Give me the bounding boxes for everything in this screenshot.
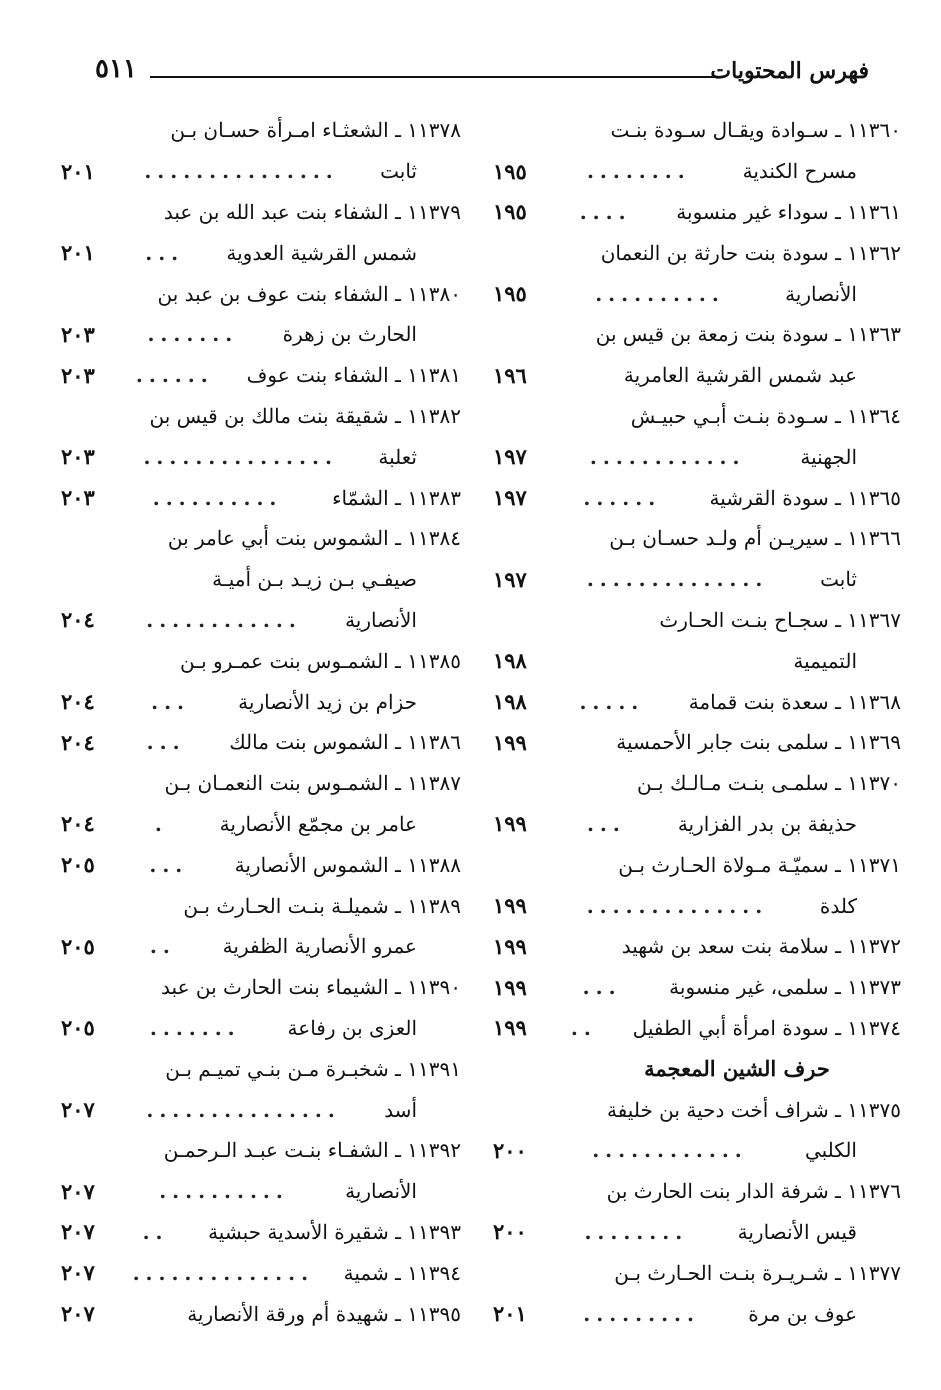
toc-entry: [61, 151, 461, 192]
leader-dots: ..............: [586, 567, 769, 592]
toc-entry: [61, 967, 461, 1008]
leader-dots: ..........: [152, 485, 283, 510]
toc-entry: [493, 1212, 901, 1253]
entry-page-number: ١٩٨: [493, 648, 527, 674]
entry-text: ١١٣٨٠ ـ الشفاء بنت عوف بن عبد بن: [157, 281, 461, 306]
toc-entry: [493, 600, 901, 641]
toc-entry: [61, 844, 461, 885]
entry-text: ١١٣٨١ ـ الشفاء بنت عوف: [246, 363, 461, 388]
leader-dots: ............: [589, 444, 746, 469]
toc-entry: [61, 396, 461, 437]
toc-entry: [61, 518, 461, 559]
entry-page-number: ١٩٥: [493, 199, 527, 225]
entry-text: ١١٣٩٣ ـ شقيرة الأسدية حبشية: [208, 1219, 461, 1244]
entry-text: ١١٣٨٤ ـ الشموس بنت أبي عامر بن: [167, 526, 461, 551]
toc-entry: [493, 1008, 901, 1049]
toc-entry: [493, 192, 901, 233]
leader-dots: ...: [149, 852, 189, 877]
entry-text: ١١٣٦٤ ـ سـودة بنـت أبـي حبيـش: [630, 403, 901, 428]
entry-page-number: ١٩٧: [493, 444, 527, 470]
toc-entry: [493, 722, 901, 763]
entry-page-number: ٢٠٧: [61, 1260, 95, 1286]
entry-page-number: ٢٠٥: [61, 933, 95, 959]
entry-text: ١١٣٦٥ ـ سودة القرشية: [709, 485, 901, 510]
toc-entry: [493, 1293, 901, 1334]
entry-page-number: ٢٠٤: [61, 689, 95, 715]
leader-dots: ......: [583, 485, 662, 510]
entry-page-number: ١٩٧: [493, 566, 527, 592]
leader-dots: ...............: [146, 1097, 341, 1122]
entry-text: عوف بن مرة: [748, 1301, 857, 1326]
toc-entry: [61, 192, 461, 233]
leader-dots: ..........: [595, 281, 725, 306]
page-header: [0, 0, 941, 100]
entry-text: ثابت: [820, 567, 857, 592]
entry-text: ١١٣٦١ ـ سوداء غير منسوبة: [676, 199, 901, 224]
entry-page-number: ٢٠٧: [61, 1301, 95, 1326]
toc-entry: [493, 518, 901, 559]
entry-text: ثعلبة: [378, 444, 417, 469]
entry-page-number: ١٩٨: [493, 689, 527, 715]
entry-text: حرف الشين المعجمة: [644, 1056, 830, 1082]
toc-entry: [493, 436, 901, 477]
toc-entry: [61, 110, 461, 151]
toc-entry: [61, 477, 461, 518]
entry-text: ١١٣٨٣ ـ الشمّاء: [332, 485, 461, 510]
toc-entry: [493, 926, 901, 967]
toc-entry: [61, 314, 461, 355]
page-number: ٥١١: [95, 54, 137, 84]
leader-dots: ........: [586, 159, 691, 184]
entry-text: ١١٣٧٠ ـ سلمـى بنـت مـالـك بـن: [636, 771, 901, 796]
entry-text: ١١٣٦٧ ـ سجـاح بنـت الحـارث: [659, 607, 901, 632]
entry-text: ١١٣٨٢ ـ شقيقة بنت مالك بن قيس بن: [149, 403, 461, 428]
entry-page-number: ١٩٩: [493, 893, 527, 919]
toc-entry: [61, 1089, 461, 1130]
entry-page-number: ١٩٩: [493, 1015, 527, 1041]
toc-entry: [61, 1252, 461, 1293]
entry-text: ١١٣٨٨ ـ الشموس الأنصارية: [234, 852, 461, 877]
entry-text: ١١٣٧٢ ـ سلامة بنت سعد بن شهيد: [621, 934, 901, 959]
toc-entry: [61, 559, 461, 600]
toc-entry: [61, 1130, 461, 1171]
entry-page-number: ٢٠٤: [61, 607, 95, 633]
toc-entry: [493, 110, 901, 151]
leader-dots: .....: [579, 689, 645, 714]
entry-page-number: ١٩٩: [493, 974, 527, 1000]
toc-entry: [61, 1048, 461, 1089]
entry-text: ١١٣٧٦ ـ شرفة الدار بنت الحارث بن: [606, 1179, 901, 1204]
leader-dots: ..........: [159, 1179, 289, 1204]
entry-page-number: ٢٠٧: [61, 1097, 95, 1123]
entry-page-number: ١٩٥: [493, 158, 527, 184]
toc-entry: [61, 681, 461, 722]
entry-page-number: ٢٠٣: [61, 362, 95, 388]
entry-text: ١١٣٦٠ ـ سـوادة ويقـال سـودة بنـت: [610, 118, 901, 143]
toc-entry: [61, 763, 461, 804]
toc-entry: [61, 804, 461, 845]
entry-page-number: ١٩٩: [493, 933, 527, 959]
leader-dots: .......: [147, 322, 239, 347]
entry-text: ١١٣٩٤ ـ شمية: [343, 1260, 461, 1285]
entry-page-number: ٢٠١: [493, 1301, 527, 1326]
entry-page-number: ٢٠٣: [61, 321, 95, 347]
toc-entry: [61, 885, 461, 926]
entry-text: ١١٣٩١ ـ شخبـرة مـن بنـي تميـم بـن: [165, 1056, 461, 1081]
left-column: [61, 110, 461, 1334]
entry-text: ١١٣٨٩ ـ شميلـة بنـت الحـارث بـن: [183, 893, 461, 918]
toc-entry: [61, 1293, 461, 1334]
toc-entry: [493, 763, 901, 804]
header-rule: [150, 76, 716, 78]
toc-entry: [493, 1130, 901, 1171]
entry-text: ١١٣٦٩ ـ سلمى بنت جابر الأحمسية: [616, 730, 901, 755]
entry-text: الأنصارية: [785, 281, 857, 306]
entry-text: ١١٣٨٥ ـ الشمـوس بنت عمـرو بـن: [180, 648, 461, 673]
toc-entry: [61, 926, 461, 967]
toc-entry: [493, 1252, 901, 1293]
toc-entry: [61, 273, 461, 314]
entry-page-number: ٢٠٠: [493, 1219, 527, 1245]
toc-entry: [493, 681, 901, 722]
right-column: [493, 110, 901, 1334]
entry-text: ١١٣٧٩ ـ الشفاء بنت عبد الله بن عبد: [163, 199, 461, 224]
leader-dots: .........: [583, 1301, 700, 1326]
toc-entry: [493, 967, 901, 1008]
entry-page-number: ٢٠١: [61, 158, 95, 184]
entry-text: التميمية: [793, 648, 857, 673]
entry-text: مسرح الكندية: [742, 159, 857, 184]
toc-entry: [493, 355, 901, 396]
entry-page-number: ٢٠٥: [61, 1015, 95, 1041]
leader-dots: ............: [146, 607, 302, 632]
toc-entry: [493, 1171, 901, 1212]
entry-page-number: ٢٠٧: [61, 1178, 95, 1204]
toc-entry: [493, 232, 901, 273]
entry-page-number: ١٩٧: [493, 485, 527, 511]
toc-entry: [61, 640, 461, 681]
entry-text: الجهنية: [800, 444, 857, 469]
leader-dots: ....: [579, 199, 632, 224]
toc-entry: [493, 273, 901, 314]
entry-text: ١١٣٩٥ ـ شهيدة أم ورقة الأنصارية: [187, 1301, 461, 1326]
page-title: فهرس المحتويات: [710, 58, 869, 84]
leader-dots: ...............: [143, 444, 338, 469]
entry-text: ١١٣٧٤ ـ سودة امرأة أبي الطفيل: [632, 1015, 901, 1040]
entry-page-number: ١٩٦: [493, 362, 527, 388]
entry-page-number: ٢٠٣: [61, 485, 95, 511]
entry-page-number: ٢٠٤: [61, 811, 95, 837]
entry-text: ١١٣٧١ ـ سميّـة مـولاة الحـارث بـن: [618, 852, 901, 877]
toc-entry: [61, 1171, 461, 1212]
leader-dots: ..: [570, 1015, 597, 1040]
leader-dots: .......: [149, 1015, 241, 1040]
entry-page-number: ١٩٩: [493, 811, 527, 837]
leader-dots: ..: [142, 1219, 169, 1244]
entry-text: ١١٣٩٢ ـ الشفـاء بنـت عبـد الـرحمـن: [163, 1138, 461, 1163]
entry-text: ١١٣٧٣ ـ سلمى، غير منسوبة: [669, 975, 901, 1000]
entry-page-number: ٢٠٧: [61, 1219, 95, 1245]
entry-page-number: ١٩٥: [493, 281, 527, 307]
leader-dots: ............: [592, 1138, 748, 1163]
toc-entry: [61, 355, 461, 396]
toc-entry: [61, 436, 461, 477]
entry-text: ١١٣٦٦ ـ سيريـن أم ولـد حسـان بـن: [609, 526, 901, 551]
entry-text: شمس القرشية العدوية: [226, 240, 417, 265]
entry-text: العزى بن رفاعة: [287, 1015, 417, 1040]
entry-text: عمرو الأنصارية الظفرية: [222, 934, 417, 959]
entry-text: ثابت: [380, 159, 417, 184]
entry-text: ١١٣٧٥ ـ شراف أخت دحية بن خليفة: [606, 1097, 901, 1122]
entry-text: ١١٣٨٦ ـ الشموس بنت مالك: [229, 730, 461, 755]
leader-dots: .: [154, 811, 168, 836]
entry-text: عامر بن مجمّع الأنصارية: [219, 811, 417, 836]
entry-text: الكلبي: [804, 1138, 857, 1163]
toc-entry: [493, 396, 901, 437]
entry-text: ١١٣٧٨ ـ الشعثـاء امـرأة حسـان بـن: [170, 118, 461, 143]
toc-entry: [493, 314, 901, 355]
entry-page-number: ٢٠٣: [61, 444, 95, 470]
toc-entry: [493, 885, 901, 926]
toc-entry: [61, 722, 461, 763]
leader-dots: ........: [584, 1219, 689, 1244]
section-heading: [493, 1048, 901, 1089]
entry-text: ١١٣٦٣ ـ سودة بنت زمعة بن قيس بن: [595, 322, 901, 347]
entry-page-number: ٢٠٥: [61, 852, 95, 878]
toc-entry: [493, 804, 901, 845]
entry-text: حذيفة بن بدر الفزارية: [677, 811, 857, 836]
toc-entry: [493, 844, 901, 885]
toc-entry: [61, 1008, 461, 1049]
entry-text: ١١٣٨٧ ـ الشمـوس بنت النعمـان بـن: [164, 771, 461, 796]
entry-text: الأنصارية: [345, 1179, 417, 1204]
leader-dots: ...: [146, 730, 186, 755]
entry-text: أسد: [384, 1097, 417, 1122]
entry-text: ١١٣٦٢ ـ سودة بنت حارثة بن النعمان: [600, 240, 901, 265]
toc-entry: [493, 559, 901, 600]
leader-dots: ......: [135, 363, 214, 388]
entry-text: ١١٣٩٠ ـ الشيماء بنت الحارث بن عبد: [161, 975, 461, 1000]
entry-text: حزام بن زيد الأنصارية: [238, 689, 417, 714]
entry-text: ١١٣٦٨ ـ سعدة بنت قمامة: [688, 689, 901, 714]
entry-page-number: ٢٠٤: [61, 729, 95, 755]
entry-text: الحارث بن زهرة: [282, 322, 417, 347]
leader-dots: ..............: [586, 893, 769, 918]
entry-page-number: ٢٠١: [61, 240, 95, 266]
leader-dots: ...: [151, 689, 191, 714]
leader-dots: ..: [149, 934, 176, 959]
toc-entry: [493, 1089, 901, 1130]
leader-dots: ...: [586, 811, 626, 836]
toc-entry: [61, 600, 461, 641]
leader-dots: ...: [145, 240, 185, 265]
entry-text: ١١٣٧٧ ـ شـريـرة بنـت الحـارث بـن: [614, 1260, 901, 1285]
entry-text: عبد شمس القرشية العامرية: [623, 363, 857, 388]
entry-text: الأنصارية: [345, 607, 417, 632]
toc-entry: [493, 477, 901, 518]
entry-text: صيفـي بـن زيـد بـن أميـة: [212, 567, 417, 592]
leader-dots: ...............: [144, 159, 339, 184]
toc-entry: [61, 232, 461, 273]
leader-dots: ...: [582, 975, 622, 1000]
toc-entry: [493, 151, 901, 192]
entry-page-number: ٢٠٠: [493, 1137, 527, 1163]
toc-entry: [493, 640, 901, 681]
toc-entry: [61, 1212, 461, 1253]
entry-page-number: ١٩٩: [493, 729, 527, 755]
leader-dots: ..............: [132, 1260, 315, 1285]
entry-text: قيس الأنصارية: [737, 1219, 857, 1244]
entry-text: كلدة: [819, 893, 857, 918]
